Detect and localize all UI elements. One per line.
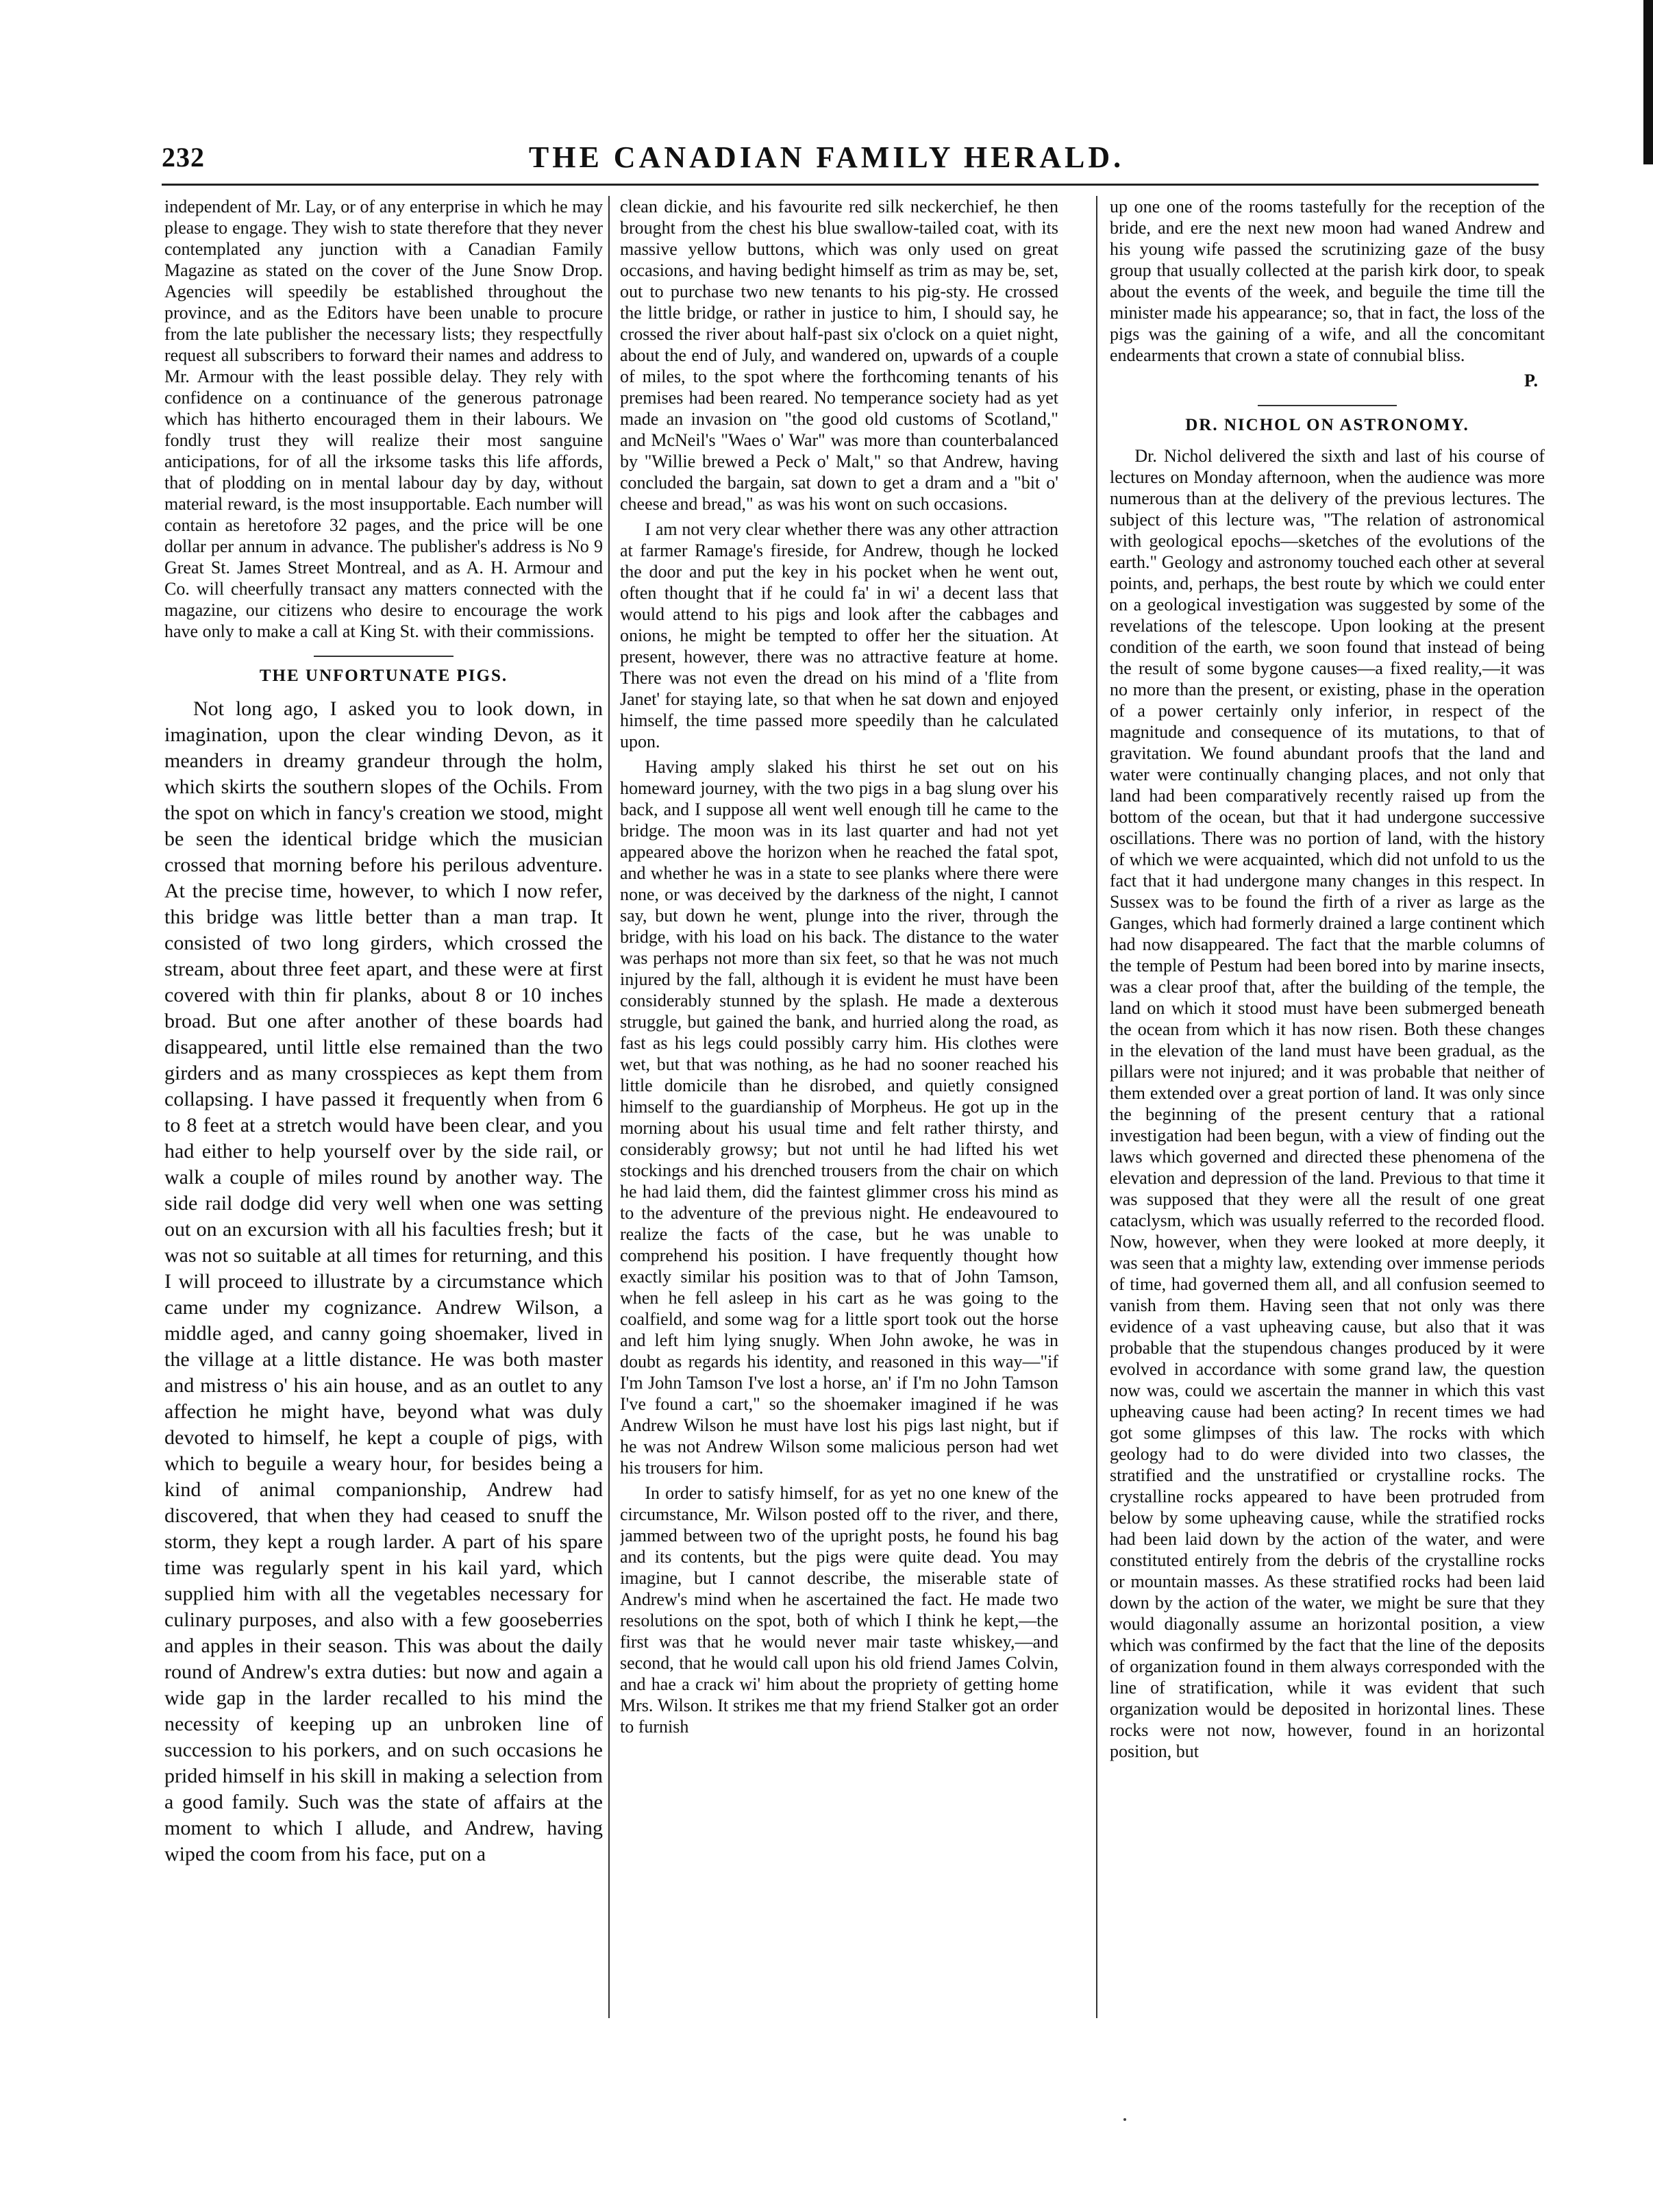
column-divider [608, 196, 610, 2018]
header-rule [162, 184, 1539, 186]
article-paragraph: In order to satisfy himself, for as yet no one knew of the circumstance, Mr. Wilson posted off to the river, and there, jammed between two of the upright posts, he found his bag and its contents, but the pigs were quite dead. You may imagine, but I cannot describe, the miserable state of Andrew's mind when he ascertained the fact. He made two resolutions on the spot, both of which I think he kept,—the first was that he would never mair taste whiskey,—and second, that he would call upon his old friend James Colvin, and hae a crack wi' him about the propriety of getting home Mrs. Wilson. It strikes me that my friend Stalker got an order to furnish [620, 1483, 1058, 1737]
scan-speck [1123, 2118, 1126, 2121]
article-paragraph: up one one of the rooms tastefully for the reception of the bride, and ere the next new moon had waned Andrew and his young wife passed the scrutinizing gaze of the busy group that usually collected at the parish kirk door, to speak about the events of the week, and beguile the time till the minister made his appearance; so, that in fact, the loss of the pigs was the gaining of a wife, and all the concomitant endearments that crown a state of connubial bliss. [1110, 197, 1545, 365]
article-paragraph: clean dickie, and his favourite red silk neckerchief, he then brought from the chest his blue swallow-tailed coat, with its massive yellow buttons, which was only used on great occasions, and having bedight himself as trim as may be, set, out to purchase two new tenants to his pig-sty. He crossed the little bridge, or rather in justice to him, I should say, he crossed the river about half-past six o'clock on a quiet night, about the end of July, and wandered on, upwards of a couple of miles, to the spot where the forthcoming tenants of his premises had been reared. No temperance society had as yet made an invasion on "the good old customs of Scotland," and McNeil's "Waes o' War" was more than counterbalanced by "Willie brewed a Peck o' Malt," so that Andrew, having concluded the bargain, sat down to get a dram and a "bit o' cheese and bread," as was his wont on such occasions. [620, 197, 1058, 514]
column-divider [1096, 196, 1097, 2018]
section-title-unfortunate-pigs: THE UNFORTUNATE PIGS. [164, 656, 603, 686]
column-3 [1110, 196, 1545, 2018]
section-title-nichol-astronomy: DR. NICHOL ON ASTRONOMY. [1110, 405, 1545, 436]
article-paragraph: Having amply slaked his thirst he set out on his homeward journey, with the two pigs in a bag slung over his back, and I suppose all went well enough till he came to the bridge. The moon was in its last quarter and had not yet appeared above the horizon when he reached the fatal spot, and whether he was in a state to see planks where there were none, or was deceived by the darkness of the night, I cannot say, but down he went, plunge into the river, through the bridge, with his load on his back. The distance to the water was perhaps not more than six feet, so that he was not much injured by the fall, although it is evident he must have been considerably stunned by the splash. He made a dexterous struggle, but gained the bank, and hurried along the road, as fast as his legs could possibly carry him. His clothes were wet, but that was nothing, as he had no sooner reached his little domicile than he disrobed, and quietly consigned himself to the guardianship of Morpheus. He got up in the morning about his usual time and felt rather thirsty, and considerably growsy; but not until he had lifted his wet stockings and his drenched trousers from the chair on which he had laid them, did the faintest glimmer cross his mind as to the adventure of the previous night. He endeavoured to realize the facts of the case, but he was unable to comprehend his position. I have frequently thought how exactly similar his position was to that of John Tamson, when he fell asleep in his cart as he was going to the coalfield, and some wag for a little sport took out the horse and left him lying snugly. When John awoke, he was in doubt as regards his identity, and reasoned in this way—"if I'm John Tamson I've lost a horse, an' if I'm no John Tamson I've found a cart," so the shoemaker imagined if he was Andrew Wilson he must have lost his pigs last night, but if he was not Andrew Wilson some malicious person had wet his trousers for him. [620, 757, 1058, 1478]
article-paragraph: Dr. Nichol delivered the sixth and last of his course of lectures on Monday afternoon, when the audience was more numerous than at the delivery of the previous lectures. The subject of this lecture was, "The relation of astronomical with geological epochs—sketches of the evolutions of the earth." Geology and astronomy touched each other at several points, and, perhaps, the best route by which we could enter on a geological investigation was suggested by some of the revelations of the telescope. Upon looking at the present condition of the earth, we soon found that instead of being the result of some bygone causes—a fixed reality,—it was no more than the present, or existing, phase in the operation of a power certainly only inferior, in respect of the magnitude and consequence of its mutations, to that of gravitation. We found abundant proofs that the land and water were continually changing places, and not only that land had been comparatively recently raised up from the bottom of the ocean, but that it had undergone successive oscillations. There was no portion of land, with the history of which we were acquainted, which did not unfold to us the fact that it had undergone many changes in this respect. In Sussex was to be found the firth of a river as large as the Ganges, which had formerly drained a large continent which had now disappeared. The fact that the marble columns of the temple of Pestum had been bored into by marine insects, was a clear proof that, after the building of the temple, the land on which it stood must have been submerged beneath the ocean from which it has now risen. Both these changes in the elevation of the land must have been gradual, as the pillars were not injured; and it was probable that neither of them extended over a great portion of land. It was only since the beginning of the present century that a rational investigation had been begun, with a view of finding out the laws which governed and directed these phenomena of the elevation and depression of the land. Previous to that time it was supposed that they were all the result of one great cataclysm, which was usually referred to the recorded flood. Now, however, when they were looked at more deeply, it was seen that a mighty law, extending over immense periods of time, had governed them all, and all confusion seemed to vanish from them. Having seen that not only was there evidence of a vast upheaving cause, but also that it was probable that the stupendous changes produced by it were evolved in accordance with some grand law, the question now was, could we ascertain the manner in which this vast upheaving cause had been acting? In recent times we had got some glimpses of this law. The rocks with which geology had to do were divided into two classes, the stratified and the unstratified or crystalline rocks. The crystalline rocks appeared to have been protruded from below by some upheaving cause, while the stratified rocks had been laid down by the action of the water, and were constituted entirely from the debris of the crystalline rocks or mountain masses. As these stratified rocks had been laid down by the action of the water, we might be sure that they would diagonally assume an horizontal position, a view which was confirmed by the fact that the line of the deposits of organization found in them always corresponded with the line of stratification, while it was evident that such organization would be deposited in horizontal lines. These rocks were not now, however, found in an horizontal position, but [1110, 446, 1545, 1761]
article-paragraph: I am not very clear whether there was any other attraction at farmer Ramage's fireside, for Andrew, though he locked the door and put the key in his pocket when he went out, often thought that if he could fa' in wi' a decent lass that would attend to his pigs and look after the cabbages and onions, he might be tempted to offer her the situation. At present, however, there was no attractive feature at home. There was not even the dread on his mind of a 'flite from Janet' for staying late, so that when he sat down and enjoyed himself, the time passed more speedily than he calculated upon. [620, 519, 1058, 751]
column-2 [620, 196, 1058, 2018]
editorial-notice-paragraph: independent of Mr. Lay, or of any enterprise in which he may please to engage. They wish to state therefore that they never contemplated any junction with a Canadian Family Magazine as stated on the cover of the June Snow Drop. Agencies will speedily be established throughout the province, and as the Editors have been unable to procure from the late publisher the necessary lists; they respectfully request all subscribers to forward their names and address to Mr. Armour with the least possible delay. They rely with confidence on a continuance of the generous patronage which has hitherto encouraged them in their labours. We fondly trust they will realize their most sanguine anticipations, for of all the irksome tasks this life affords, that of plodding on in mental labour day by day, without material reward, is the most insupportable. Each number will contain as heretofore 32 pages, and the price will be one dollar per annum in advance. The publisher's address is No 9 Great St. James Street Montreal, and as A. H. Armour and Co. will cheerfully transact any matters connected with the magazine, our citizens who desire to encourage the work have only to make a call at King St. with their commissions. [164, 197, 603, 641]
article-paragraph: Not long ago, I asked you to look down, in imagination, upon the clear winding Devon, as it meanders in dreamy grandeur through the holm, which skirts the southern slopes of the Ochils. From the spot on which in fancy's creation we stood, might be seen the identical bridge which the musician crossed that morning before his perilous adventure. At the precise time, however, to which I now refer, this bridge was little better than a man trap. It consisted of two long girders, which crossed the stream, about three feet apart, and these were at first covered with thin fir planks, about 8 or 10 inches broad. But one after another of these boards had disappeared, until little else remained than the two girders and as many crosspieces as kept them from collapsing. I have passed it frequently when from 6 to 8 feet at a stretch would have been clear, and you had either to help yourself over by the side rail, or walk a couple of miles round by another way. The side rail dodge did very well when one was setting out on an excursion with all his faculties fresh; but it was not so suitable at all times for returning, and this I will proceed to illustrate by a circumstance which came under my cognizance. Andrew Wilson, a middle aged, and canny going shoemaker, lived in the village at a little distance. He was both master and mistress o' his ain house, and as an outlet to any affection he might have, beyond what was duly devoted to himself, he kept a couple of pigs, with which to beguile a weary hour, for besides being a kind of animal companionship, Andrew had discovered, that when they had ceased to snuff the storm, they kept a rough larder. A part of his spare time was regularly spent in his kail yard, which supplied him with all the vegetables necessary for culinary purposes, and also with a few gooseberries and apples in their season. This was about the daily round of Andrew's extra duties: but now and again a wide gap in the larder recalled to his mind the necessity of keeping up an unbroken line of succession to his porkers, and on such occasions he prided himself in his skill in making a selection from a good family. Such was the state of affairs at the moment to which I allude, and Andrew, having wiped the coom from his face, put on a [164, 697, 603, 1865]
running-head-title: THE CANADIAN FAMILY HERALD. [528, 140, 1125, 174]
author-signature: P. [1524, 371, 1538, 390]
page-number: 232 [162, 142, 205, 173]
scan-edge-bar [1643, 0, 1653, 164]
column-1 [164, 196, 603, 2018]
